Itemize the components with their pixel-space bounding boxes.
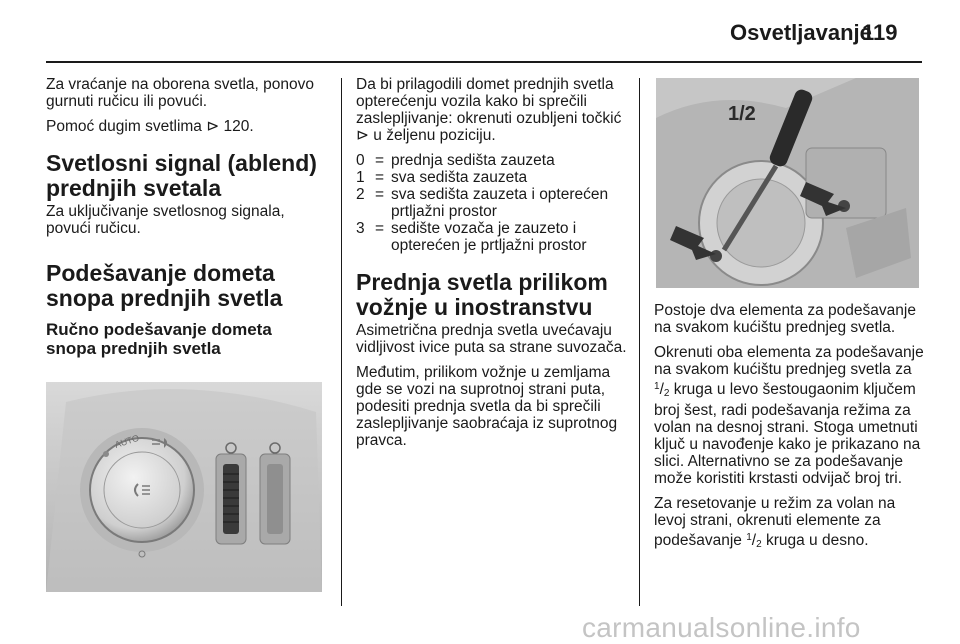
column-2 [356, 76, 628, 457]
paragraph-thumbwheel: Da bi prilagodili domet prednjih svetla opterećenju vozila kako bi sprečili zaslepljivanje: okrenuti ozubljeni točkić ⊳ u željenu poziciju. [356, 76, 622, 144]
paragraph-reset: Za resetovanje u režim za volan na levoj strani, okrenuti elemente za podešavanje $^1/_2$ kruga u desno. [654, 495, 896, 550]
paragraph-flash: Za uključivanje svetlosnog signala, povući ručicu. [46, 203, 285, 237]
paragraph-asymmetric: Asimetrična prednja svetla uvećavaju vidljivost ivice puta sa strane suvozača. [356, 322, 627, 356]
load-positions-list [356, 152, 628, 254]
heading-headlight-flash-2: prednjih svetala [46, 175, 222, 201]
heading-range-adjust-2: snopa prednjih svetla [46, 285, 283, 311]
heading-abroad-2: vožnje u inostranstvu [356, 294, 593, 320]
headlight-adjust-illustration [656, 78, 919, 288]
heading-manual-range-1: Ručno podešavanje dometa [46, 320, 272, 339]
header-rule [46, 61, 922, 63]
list-item: 1 = sva sedišta zauzeta [356, 169, 528, 186]
column-3 [654, 302, 926, 561]
paragraph-abroad-adjust: Međutim, prilikom vožnje u zemljama gde se vozi na suprotnoj strani puta, podesiti prednja svetla da bi sprečili zaslepljivanje saobraćaja iz suprotnog pravca. [356, 364, 618, 449]
list-item: 2 = sva sedišta zauzeta i opterećen prtljažni prostor [356, 186, 609, 220]
watermark: carmanualsonline.info [582, 612, 861, 643]
list-item: 3 = sedište vozača je zauzeto i opterećen je prtljažni prostor [356, 220, 587, 254]
auto-mode-label: AUTO [113, 432, 141, 450]
figure-label: 1/2 [728, 103, 756, 125]
dimmer-thumbwheel [267, 464, 283, 534]
page-header-title: Osvetljavanje [730, 20, 872, 45]
column-divider-2 [639, 78, 640, 606]
paragraph-low-beam: Za vraćanje na oborena svetla, ponovo gurnuti ručicu ili povući. [46, 76, 314, 110]
light-switch-figure [46, 382, 322, 592]
page-number: 119 [862, 20, 898, 45]
heading-abroad-1: Prednja svetla prilikom [356, 269, 608, 295]
paragraph-two-elements: Postoje dva elementa za podešavanje na svakom kućištu prednjeg svetla. [654, 302, 916, 336]
list-item: 0 = prednja sedišta zauzeta [356, 152, 555, 169]
heading-manual-range-2: snopa prednjih svetla [46, 339, 221, 358]
paragraph-high-beam-assist: Pomoć dugim svetlima ⊳ 120. [46, 118, 254, 135]
column-divider-1 [341, 78, 342, 606]
heading-range-adjust-1: Podešavanje dometa [46, 260, 275, 286]
light-switch-illustration [46, 382, 322, 592]
paragraph-turn-left: Okrenuti oba elementa za podešavanje na svakom kućištu prednjeg svetla za $^1/_2$ kruga u levo šestougaonim ključem broj šest, radi podešavanja režima za volan na desnoj strani. Stoga umetnuti ključ u navođenje kako je prikazano na slici. Alternativno se za podešavanje može koristiti krstasti odvijač broj tri. [654, 344, 924, 487]
column-1 [46, 76, 331, 358]
headlight-adjust-figure [656, 78, 919, 288]
heading-headlight-flash-1: Svetlosni signal (ablend) [46, 150, 317, 176]
